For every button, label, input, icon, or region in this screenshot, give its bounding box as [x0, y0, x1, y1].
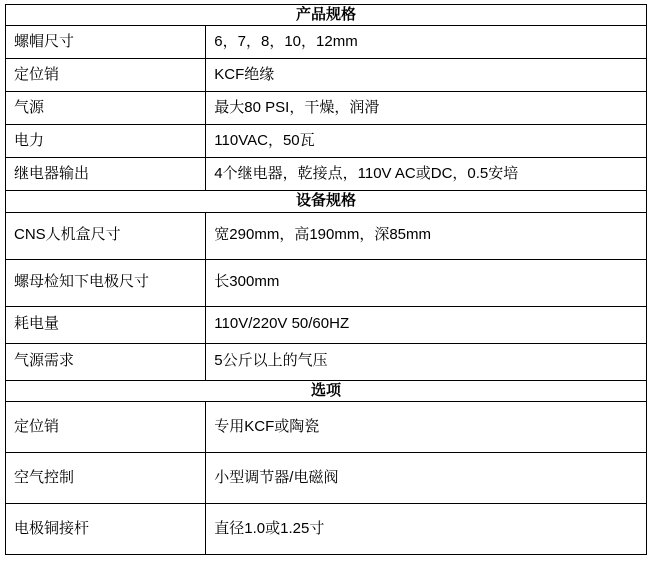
table-row — [6, 343, 647, 380]
row-label: 螺帽尺寸 — [6, 26, 206, 59]
row-value: 4个继电器，乾接点，110V AC或DC，0.5安培 — [206, 158, 647, 191]
table-row — [6, 503, 647, 554]
row-label: 螺母检知下电极尺寸 — [6, 259, 206, 306]
section-title: 选项 — [6, 380, 647, 401]
row-value: 110V/220V 50/60HZ — [206, 306, 647, 343]
table-row — [6, 92, 647, 125]
row-value: 直径1.0或1.25寸 — [206, 503, 647, 554]
row-label: 定位销 — [6, 59, 206, 92]
table-row — [6, 306, 647, 343]
row-value: 小型调节器/电磁阀 — [206, 452, 647, 503]
section-title: 设备规格 — [6, 191, 647, 212]
row-value: 5公斤以上的气压 — [206, 343, 647, 380]
table-row — [6, 26, 647, 59]
section-title: 产品规格 — [6, 5, 647, 26]
row-label: 气源需求 — [6, 343, 206, 380]
row-value: 长300mm — [206, 259, 647, 306]
section-header-row — [6, 191, 647, 212]
table-row — [6, 158, 647, 191]
row-label: 电极铜接杆 — [6, 503, 206, 554]
table-row — [6, 452, 647, 503]
row-value: 110VAC，50瓦 — [206, 125, 647, 158]
row-label: 气源 — [6, 92, 206, 125]
row-label: 空气控制 — [6, 452, 206, 503]
row-label: 定位销 — [6, 401, 206, 452]
table-row — [6, 401, 647, 452]
specifications-table — [5, 4, 647, 555]
table-row — [6, 59, 647, 92]
table-row — [6, 212, 647, 259]
row-value: KCF绝缘 — [206, 59, 647, 92]
row-label: CNS人机盒尺寸 — [6, 212, 206, 259]
row-value: 宽290mm，高190mm，深85mm — [206, 212, 647, 259]
table-row — [6, 259, 647, 306]
row-value: 最大80 PSI，干燥，润滑 — [206, 92, 647, 125]
section-header-row — [6, 5, 647, 26]
row-value: 专用KCF或陶瓷 — [206, 401, 647, 452]
row-value: 6，7，8，10，12mm — [206, 26, 647, 59]
row-label: 耗电量 — [6, 306, 206, 343]
table-row — [6, 125, 647, 158]
row-label: 继电器输出 — [6, 158, 206, 191]
row-label: 电力 — [6, 125, 206, 158]
section-header-row — [6, 380, 647, 401]
